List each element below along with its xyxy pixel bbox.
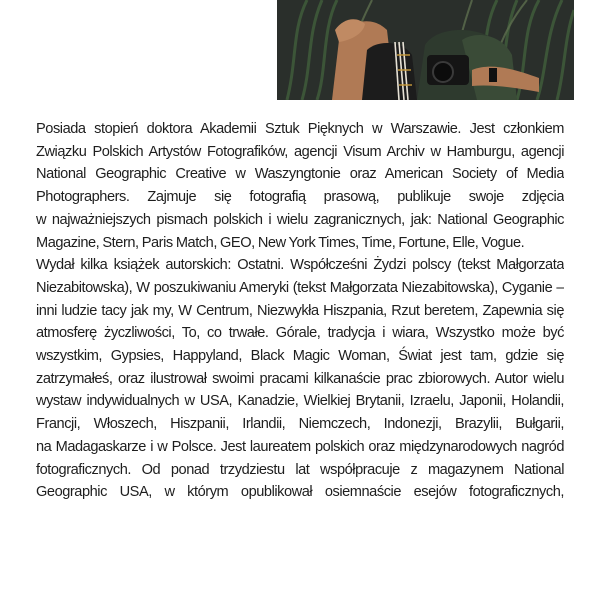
bio-line: na Madagaskarze i w Polsce. Jest laureatem polskich oraz międzynarodowych nagród bbox=[36, 438, 564, 455]
bio-line: Francji, Włoszech, Hiszpanii, Irlandii, Niemczech, Indonezji, Brazylii, Bułgarii, bbox=[36, 416, 564, 433]
portrait-photo-icon bbox=[277, 0, 574, 100]
bio-line: inni ludzie tacy jak my, W Centrum, Niezwykła Hiszpania, Rzut beretem, Zapewnia się bbox=[36, 302, 564, 319]
bio-line: Photographers. Zajmuje się fotografią prasową, publikuje swoje zdjęcia bbox=[36, 189, 564, 206]
bio-line: Magazine, Stern, Paris Match, GEO, New York Times, Time, Fortune, Elle, Vogue. bbox=[36, 234, 525, 251]
biography-text bbox=[36, 118, 564, 504]
bio-line: w najważniejszych pismach polskich i wielu zagranicznych, jak: National Geographic bbox=[36, 211, 564, 228]
bio-line: zatrzymałeś, oraz ilustrował swoimi pracami kilkanaście prac zbiorowych. Autor wielu bbox=[36, 370, 564, 387]
bio-line: Posiada stopień doktora Akademii Sztuk Pięknych w Warszawie. Jest członkiem bbox=[36, 121, 564, 137]
bio-line: Geographic USA, w którym opublikował osiemnaście esejów fotograficznych, bbox=[36, 484, 564, 501]
bio-line: fotograficznych. Od ponad trzydziestu lat współpracuje z magazynem National bbox=[36, 461, 564, 478]
bio-line: Niezabitowska), W poszukiwaniu Ameryki (tekst Małgorzata Niezabitowska), Cyganie – bbox=[36, 279, 564, 296]
bio-line: National Geographic Creative w Waszyngtonie oraz American Society of Media bbox=[36, 166, 564, 183]
bio-line: wszystkim, Gypsies, Happyland, Black Magic Woman, Świat jest tam, gdzie się bbox=[36, 348, 564, 365]
bio-line: wystaw indywidualnych w USA, Kanadzie, Wielkiej Brytanii, Izraelu, Japonii, Holandii, bbox=[36, 393, 564, 410]
bio-line: Wydał kilka książek autorskich: Ostatni. Współcześni Żydzi polscy (tekst Małgorzata bbox=[36, 257, 564, 274]
bio-line: atmosferę życzliwości, To, co trwałe. Górale, tradycja i wiara, Wszystko może być bbox=[36, 325, 564, 342]
bio-line: Związku Polskich Artystów Fotografików, agencji Visum Archiv w Hamburgu, agencji bbox=[36, 143, 564, 160]
portrait-photo bbox=[277, 0, 574, 100]
